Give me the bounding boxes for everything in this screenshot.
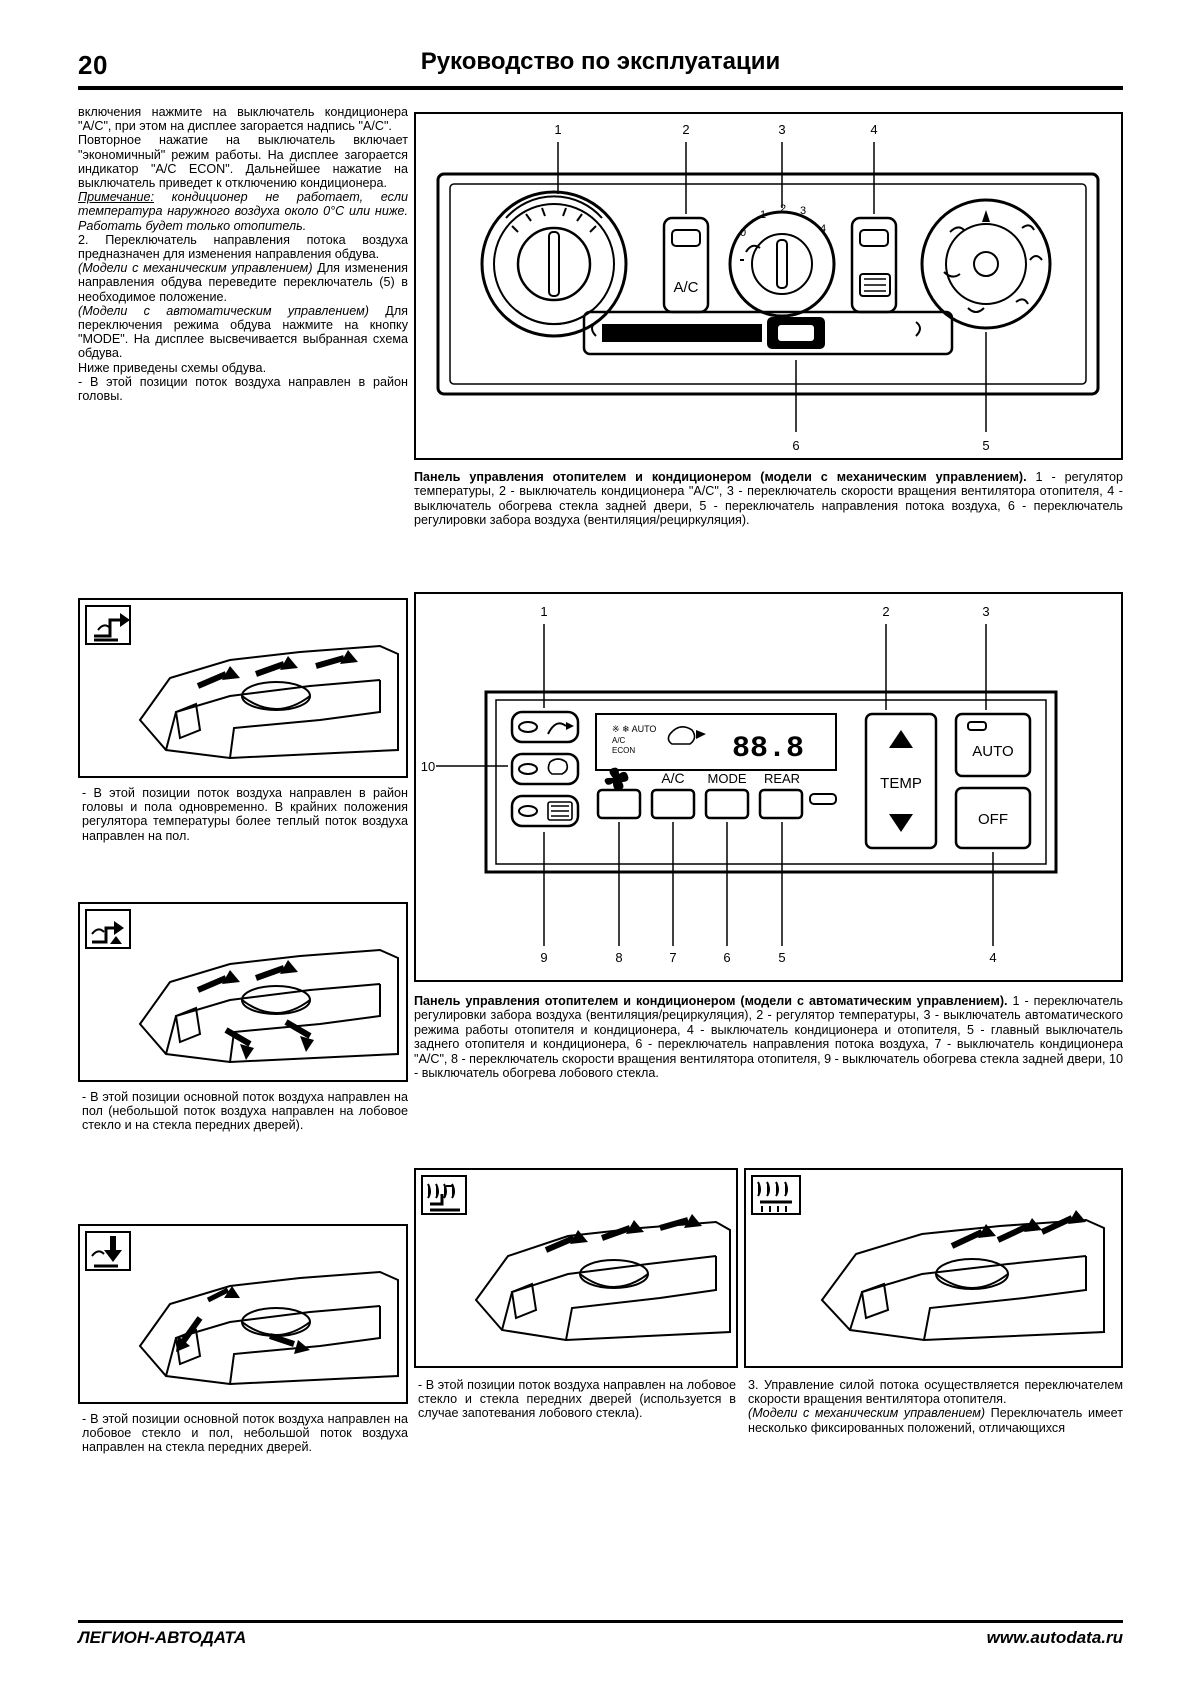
auto-models-text: Для переключения режима обдува нажмите на кнопку "MODE". На дисплее высвечивается выбранная схема обдува. bbox=[78, 303, 408, 361]
auto-caption-rest: 1 - переключатель регулировки забора воздуха (вентиляция/рециркуляция), 2 - регулятор температуры, 3 - выключатель автоматического режима работы отопителя и кондиционера, 4 - выключатель кондиционера и отопителя, 5 - главный выключатель заднего отопителя и кондиционера, 6 - переключатель направления потока воздуха, 7 - выключатель кондиционера "A/C", 8 - переключатель скорости вращения вентилятора отопителя, 9 - выключатель обогрева стекла задней двери, 10 - выключатель обогрева лобового стекла. bbox=[414, 994, 1124, 1081]
auto-panel-drawing bbox=[416, 594, 1121, 980]
manual-panel-caption bbox=[414, 470, 1123, 528]
svg-text:4: 4 bbox=[870, 122, 878, 137]
svg-text:6: 6 bbox=[792, 438, 800, 453]
svg-text:A/C: A/C bbox=[612, 736, 626, 745]
svg-text:TEMP: TEMP bbox=[880, 775, 922, 792]
airflow-caption-5 bbox=[748, 1378, 1123, 1435]
airflow-figure-1 bbox=[78, 598, 408, 778]
note-paragraph bbox=[78, 190, 408, 233]
footer-publisher: ЛЕГИОН-АВТОДАТА bbox=[78, 1628, 247, 1647]
svg-text:AUTO: AUTO bbox=[972, 743, 1014, 760]
airflow-defrost-diagram bbox=[746, 1170, 1121, 1366]
paragraph-3: 2. Переключатель направления потока воздуха предназначен для изменения направления обдува. bbox=[78, 232, 408, 262]
airflow-head-floor-diagram bbox=[80, 904, 406, 1080]
svg-text:2: 2 bbox=[780, 203, 787, 215]
page-title: Руководство по эксплуатации bbox=[420, 48, 781, 75]
airflow-floor-diagram bbox=[80, 1226, 406, 1402]
manual-caption-bold: Панель управления отопителем и кондиционером (модели с механическим управлением). bbox=[414, 470, 1027, 484]
svg-text:2: 2 bbox=[682, 122, 690, 137]
svg-text:3: 3 bbox=[778, 122, 786, 137]
svg-text:2: 2 bbox=[882, 604, 890, 619]
airflow-figure-4 bbox=[414, 1168, 738, 1368]
paragraph-5 bbox=[78, 304, 408, 361]
footer-website: www.autodata.ru bbox=[986, 1628, 1123, 1647]
auto-panel-figure bbox=[414, 592, 1123, 982]
svg-text:9: 9 bbox=[540, 950, 548, 965]
airflow-caption-1: - В этой позиции поток воздуха направлен в район головы и пола одновременно. В крайних положения регулятора температуры более теплый поток воздуха направлен на пол. bbox=[82, 786, 408, 843]
bottom-caption-label: (Модели с механическим управлением) bbox=[748, 1406, 986, 1421]
svg-text:ECON: ECON bbox=[612, 746, 636, 755]
airflow-caption-2: - В этой позиции основной поток воздуха направлен на пол (небольшой поток воздуха направлен на лобовое стекло и на стекла передних дверей). bbox=[82, 1090, 408, 1133]
svg-text:※ ❄ AUTO: ※ ❄ AUTO bbox=[612, 724, 657, 734]
svg-text:3: 3 bbox=[982, 604, 990, 619]
footer-rule bbox=[78, 1620, 1123, 1623]
manual-panel-figure bbox=[414, 112, 1123, 460]
page-footer bbox=[78, 1620, 1123, 1660]
bottom-caption-p1: 3. Управление силой потока осуществляется переключателем скорости вращения вентилятора отопителя. bbox=[748, 1378, 1123, 1407]
manual-models-label: (Модели с механическим управлением) bbox=[78, 261, 313, 276]
paragraph-2: Повторное нажатие на выключатель включает "экономичный" режим работы. На дисплее загорается индикатор "A/C ECON". Дальнейшее нажатие на выключатель приведет к отключению кондиционера. bbox=[78, 133, 408, 191]
svg-text:1: 1 bbox=[540, 604, 548, 619]
paragraph-1: включения нажмите на выключатель кондиционера "A/C", при этом на дисплее загорается надпись "A/C". bbox=[78, 105, 408, 134]
auto-models-label: (Модели с автоматическим управлением) bbox=[78, 303, 369, 318]
svg-text:5: 5 bbox=[778, 950, 786, 965]
svg-text:4: 4 bbox=[820, 223, 827, 235]
airflow-figure-5 bbox=[744, 1168, 1123, 1368]
paragraph-6: Ниже приведены схемы обдува. bbox=[78, 360, 267, 375]
svg-text:4: 4 bbox=[989, 950, 997, 965]
svg-text:A/C: A/C bbox=[661, 770, 685, 786]
airflow-figure-3 bbox=[78, 1224, 408, 1404]
manual-models-text: Для изменения направления обдува переведите переключатель (5) в необходимое положение. bbox=[78, 261, 408, 304]
airflow-head-diagram bbox=[80, 600, 406, 776]
bottom-caption-p2: Переключатель имеет несколько фиксированных положений, отличающихся bbox=[748, 1406, 1123, 1435]
svg-text:8: 8 bbox=[615, 950, 623, 965]
paragraph-4 bbox=[78, 261, 408, 304]
page-header bbox=[78, 48, 1123, 92]
svg-text:10: 10 bbox=[420, 759, 436, 774]
airflow-caption-3: - В этой позиции основной поток воздуха направлен на лобовое стекло и пол, небольшой поток воздуха направлен на стекла передних дверей. bbox=[82, 1412, 408, 1455]
svg-text:OFF: OFF bbox=[978, 811, 1008, 828]
manual-caption-rest: 1 - регулятор температуры, 2 - выключатель кондиционера "A/C", 3 - переключатель скорости вращения вентилятора отопителя, 4 - выключатель обогрева стекла задней двери, 5 - переключатель направления потока воздуха, 6 - переключатель регулировки забора воздуха (вентиляция/рециркуляция). bbox=[414, 470, 1123, 528]
svg-text:5: 5 bbox=[982, 438, 990, 453]
page-number: 20 bbox=[78, 50, 108, 80]
manual-panel-drawing bbox=[416, 114, 1121, 458]
auto-caption-bold: Панель управления отопителем и кондиционером (модели с автоматическим управлением). bbox=[414, 994, 1008, 1008]
auto-panel-caption bbox=[414, 994, 1123, 1080]
left-text-column bbox=[78, 105, 408, 403]
note-label: Примечание: bbox=[78, 190, 155, 205]
svg-text:6: 6 bbox=[723, 950, 731, 965]
svg-text:0: 0 bbox=[740, 227, 747, 239]
svg-text:3: 3 bbox=[800, 205, 807, 217]
svg-text:88.8: 88.8 bbox=[732, 732, 805, 766]
header-rule bbox=[78, 86, 1123, 90]
svg-text:1: 1 bbox=[554, 122, 562, 137]
svg-text:1: 1 bbox=[760, 209, 767, 221]
airflow-caption-4: - В этой позиции поток воздуха направлен на лобовое стекло и стекла передних дверей (используется в случае запотевания лобового стекла). bbox=[418, 1378, 736, 1421]
svg-text:A/C: A/C bbox=[673, 279, 699, 296]
airflow-defrost-floor-diagram bbox=[416, 1170, 736, 1366]
paragraph-7: - В этой позиции поток воздуха направлен в район головы. bbox=[78, 374, 408, 404]
airflow-figure-2 bbox=[78, 902, 408, 1082]
svg-text:7: 7 bbox=[669, 950, 677, 965]
note-text: кондиционер не работает, если температура наружного воздуха около 0°C или ниже. Работать будет только отопитель. bbox=[78, 190, 408, 233]
svg-text:REAR: REAR bbox=[763, 771, 801, 786]
svg-text:MODE: MODE bbox=[707, 771, 747, 786]
